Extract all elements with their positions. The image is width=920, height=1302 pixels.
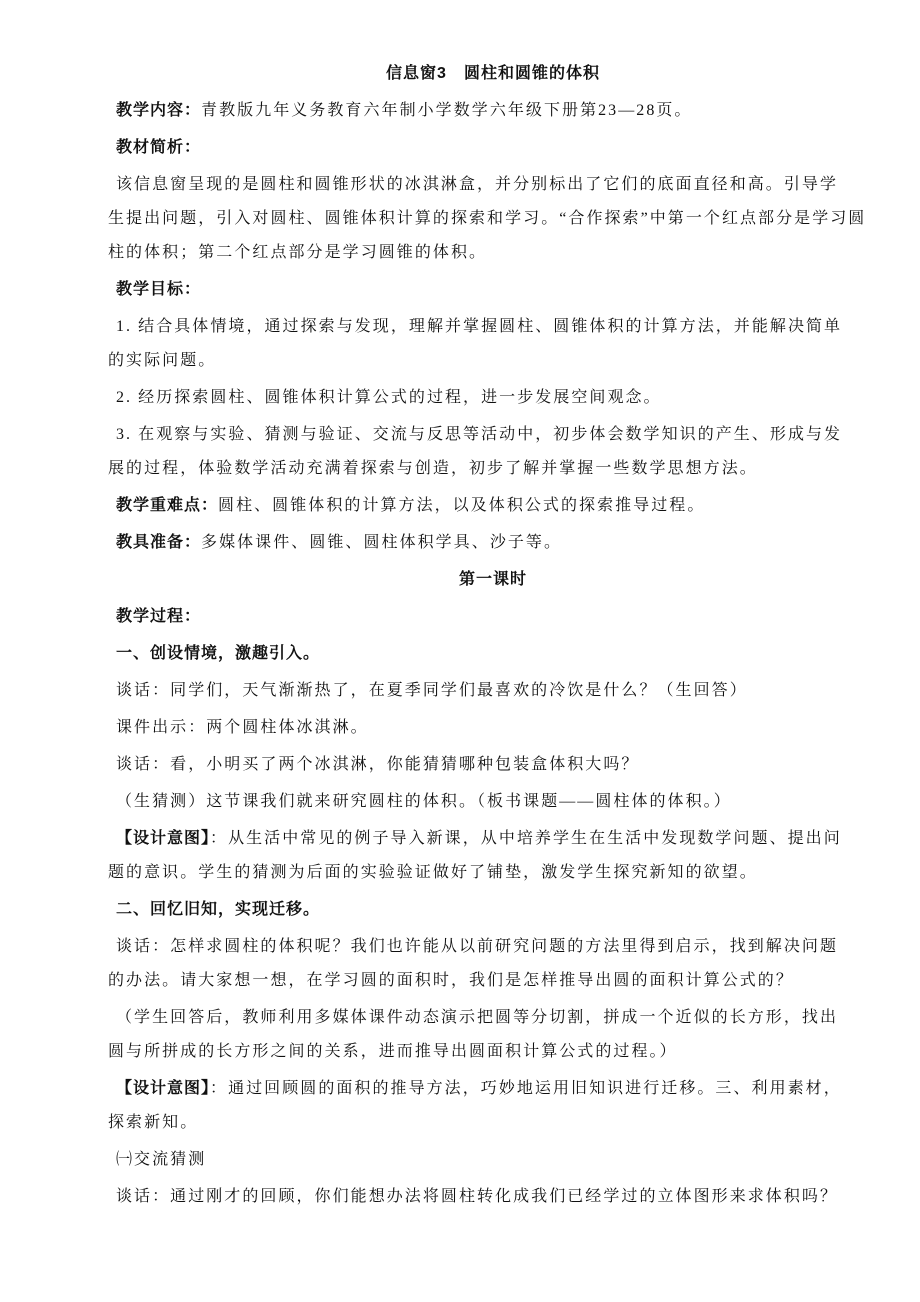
text-line — [108, 930, 878, 964]
paragraph — [108, 748, 878, 782]
paragraph — [108, 489, 878, 523]
text-line — [108, 1001, 878, 1035]
paragraph — [108, 418, 878, 486]
line-text: （生猜测）这节课我们就来研究圆柱的体积。（板书课题——圆柱体的体积。） — [116, 793, 732, 810]
text-line — [108, 310, 878, 344]
text-line — [108, 1180, 878, 1214]
line-text: ：通过回顾圆的面积的推导方法，巧妙地运用旧知识进行迁移。三、利用素材， — [210, 1080, 842, 1097]
text-line — [108, 1072, 878, 1106]
line-text: 二、回忆旧知，实现迁移。 — [116, 901, 321, 918]
text-line — [108, 1143, 878, 1177]
line-text: 生提出问题，引入对圆柱、圆锥体积计算的探索和学习。“合作探索”中第一个红点部分是学习圆 — [108, 210, 867, 227]
line-text: 圆与所拼成的长方形之间的关系，进而推导出圆面积计算公式的过程。） — [108, 1043, 678, 1060]
paragraph — [108, 1180, 878, 1214]
text-line — [108, 57, 878, 91]
paragraph-label: 教学重难点： — [116, 497, 219, 514]
text-line — [108, 344, 878, 378]
text-line — [108, 94, 878, 128]
section-heading — [108, 637, 878, 671]
text-line — [108, 822, 878, 856]
line-text: ㈠交流猜测 — [116, 1151, 207, 1168]
text-line — [108, 202, 878, 236]
text-line — [108, 893, 878, 927]
text-line — [108, 637, 878, 671]
text-line — [108, 856, 878, 890]
text-line — [108, 273, 878, 307]
text-line — [108, 168, 878, 202]
text-line — [108, 489, 878, 523]
section-title — [108, 57, 878, 91]
text-line — [108, 418, 878, 452]
section-title — [108, 563, 878, 597]
line-text: 谈话：同学们，天气渐渐热了，在夏季同学们最喜欢的冷饮是什么？（生回答） — [116, 682, 748, 699]
line-text: 的实际问题。 — [108, 352, 217, 369]
paragraph-label: 【设计意图】 — [116, 830, 211, 847]
line-text: 教学过程： — [116, 608, 202, 625]
paragraph — [108, 674, 878, 708]
paragraph — [108, 381, 878, 415]
text-line — [108, 711, 878, 745]
paragraph — [108, 168, 878, 270]
paragraph — [108, 711, 878, 745]
text-line — [108, 674, 878, 708]
paragraph-label: 教学内容： — [116, 102, 202, 119]
line-text: 谈话：通过刚才的回顾，你们能想办法将圆柱转化成我们已经学过的立体图形来求体积吗？ — [116, 1188, 839, 1205]
section-heading — [108, 131, 878, 165]
line-text: 该信息窗呈现的是圆柱和圆锥形状的冰淇淋盒，并分别标出了它们的底面直径和高。引导学 — [116, 176, 839, 193]
paragraph — [108, 1001, 878, 1069]
line-text: 题的意识。学生的猜测为后面的实验验证做好了铺垫，激发学生探究新知的欲望。 — [108, 864, 758, 881]
paragraph — [108, 94, 878, 128]
paragraph — [108, 785, 878, 819]
line-text: 的办法。请大家想一想，在学习圆的面积时，我们是怎样推导出圆的面积计算公式的？ — [108, 972, 794, 989]
paragraph — [108, 930, 878, 998]
section-heading — [108, 273, 878, 307]
line-text: 圆柱、圆锥体积的计算方法，以及体积公式的探索推导过程。 — [218, 497, 706, 514]
paragraph-label: 教具准备： — [116, 534, 202, 551]
paragraph-label: 【设计意图】 — [116, 1080, 211, 1097]
line-text: 多媒体课件、圆锥、圆柱体积学具、沙子等。 — [201, 534, 563, 551]
section-heading — [108, 893, 878, 927]
text-line — [108, 381, 878, 415]
line-text: 2. 经历探索圆柱、圆锥体积计算公式的过程，进一步发展空间观念。 — [116, 389, 662, 406]
text-line — [108, 452, 878, 486]
line-text: 柱的体积；第二个红点部分是学习圆锥的体积。 — [108, 244, 488, 261]
text-line — [108, 1106, 878, 1140]
text-line — [108, 785, 878, 819]
line-text: 谈话：怎样求圆柱的体积呢？我们也许能从以前研究问题的方法里得到启示，找到解决问题 — [116, 938, 839, 955]
text-line — [108, 748, 878, 782]
line-text: 教材简析： — [116, 139, 202, 156]
line-text: 1. 结合具体情境，通过探索与发现，理解并掌握圆柱、圆锥体积的计算方法，并能解决简单 — [116, 318, 843, 335]
text-line — [108, 1035, 878, 1069]
document-page — [108, 57, 878, 1217]
paragraph — [108, 526, 878, 560]
paragraph — [108, 1072, 878, 1140]
paragraph — [108, 822, 878, 890]
paragraph — [108, 1143, 878, 1177]
line-text: 3. 在观察与实验、猜测与验证、交流与反思等活动中，初步体会数学知识的产生、形成与发 — [116, 426, 843, 443]
section-heading — [108, 600, 878, 634]
line-text: 展的过程，体验数学活动充满着探索与创造，初步了解并掌握一些数学思想方法。 — [108, 460, 758, 477]
line-text: （学生回答后，教师利用多媒体课件动态演示把圆等分切割，拼成一个近似的长方形，找出 — [116, 1009, 839, 1026]
line-text: 第一课时 — [458, 571, 527, 588]
paragraph — [108, 310, 878, 378]
line-text: 一、创设情境，激趣引入。 — [116, 645, 321, 662]
line-text: 课件出示：两个圆柱体冰淇淋。 — [116, 719, 369, 736]
text-line — [108, 131, 878, 165]
line-text: ：从生活中常见的例子导入新课，从中培养学生在生活中发现数学问题、提出问 — [210, 830, 842, 847]
text-line — [108, 600, 878, 634]
text-line — [108, 526, 878, 560]
line-text: 青教版九年义务教育六年制小学数学六年级下册第23—28页。 — [201, 102, 693, 119]
text-line — [108, 964, 878, 998]
line-text: 教学目标： — [116, 281, 202, 298]
text-line — [108, 563, 878, 597]
line-text: 谈话：看，小明买了两个冰淇淋，你能猜猜哪种包装盒体积大吗？ — [116, 756, 640, 773]
line-text: 探索新知。 — [108, 1114, 199, 1131]
text-line — [108, 236, 878, 270]
line-text: 信息窗3 圆柱和圆锥的体积 — [386, 65, 600, 82]
